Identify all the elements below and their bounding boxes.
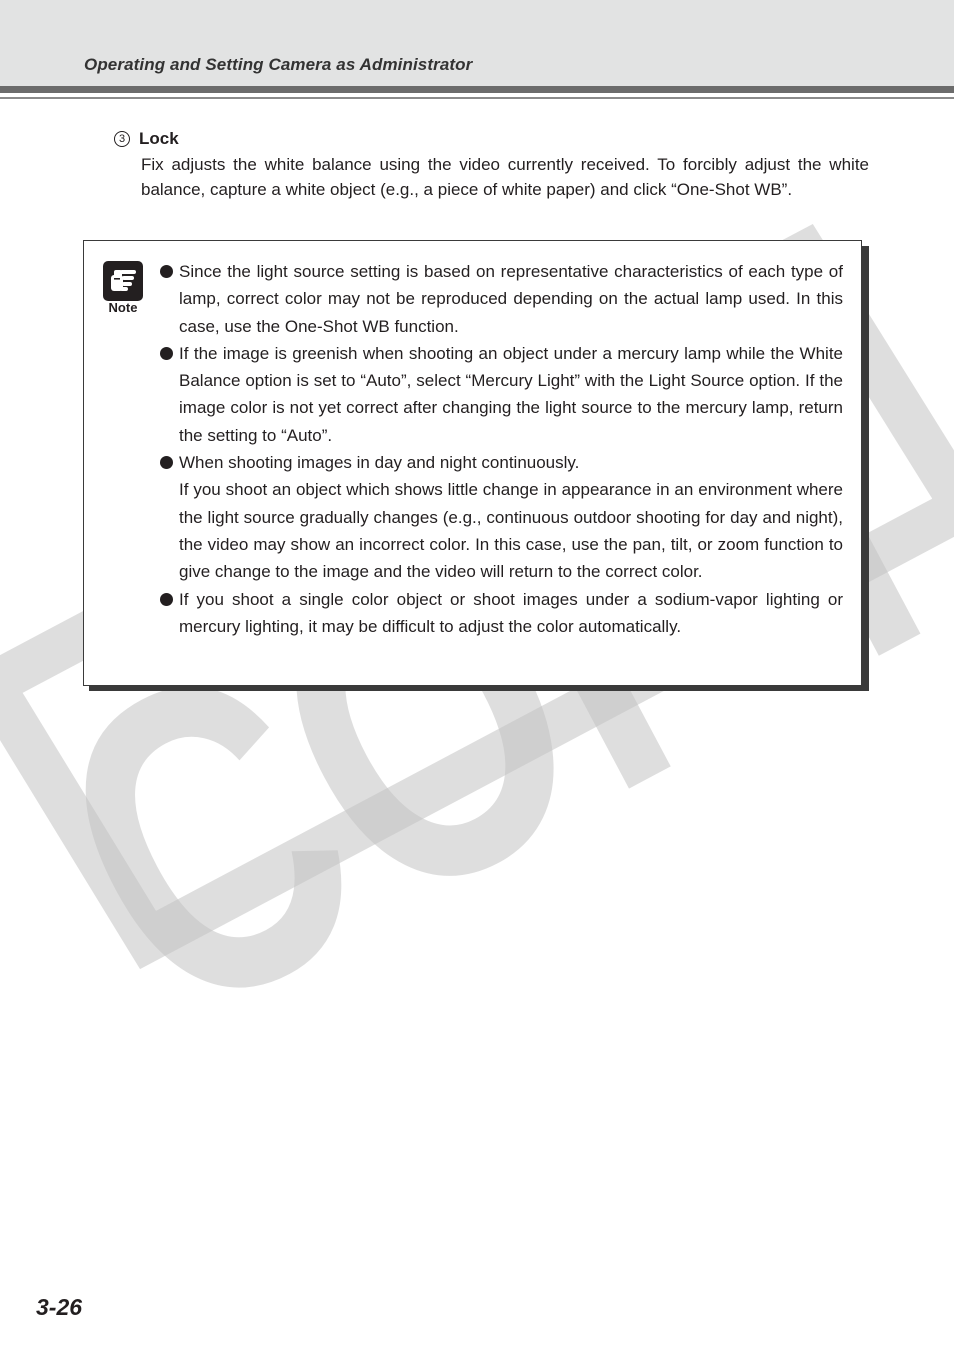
note-list <box>160 258 843 640</box>
running-header-title: Operating and Setting Camera as Administrator <box>84 55 473 74</box>
lock-section <box>114 128 874 202</box>
bullet-icon <box>160 347 173 360</box>
header-rule-thick <box>0 86 954 93</box>
circled-number: 3 <box>114 131 130 147</box>
bullet-icon <box>160 593 173 606</box>
note-item <box>160 449 843 585</box>
page-number: 3-26 <box>36 1294 83 1320</box>
section-heading <box>114 128 874 152</box>
section-body: Fix adjusts the white balance using the video currently received. To forcibly adjust the white balance, capture a white object (e.g., a piece of white paper) and click “One-Shot WB”. <box>141 155 869 199</box>
pointing-hand-icon <box>103 261 143 301</box>
note-item <box>160 586 843 641</box>
note-item-text: When shooting images in day and night continuously. <box>179 453 580 473</box>
note-label: Note <box>108 300 138 315</box>
note-item-detail: If you shoot an object which shows little change in appearance in an environment where the light source gradually changes (e.g., continuous outdoor shooting for day and night), the video may show an incorrect color. In this case, use the pan, tilt, or zoom function to give change to the image and the video will return to the correct color. <box>179 480 843 582</box>
note-item-text: Since the light source setting is based on representative characteristics of each type of lamp, correct color may not be reproduced depending on the actual lamp used. In this case, use the One-Shot WB function. <box>179 262 843 336</box>
bullet-icon <box>160 456 173 469</box>
note-item-text: If you shoot a single color object or shoot images under a sodium-vapor lighting or mercury lighting, it may be difficult to adjust the color automatically. <box>179 589 843 636</box>
bullet-icon <box>160 265 173 278</box>
section-heading-text: Lock <box>139 129 179 148</box>
header-rule-thin <box>0 97 954 99</box>
note-item-text: If the image is greenish when shooting an object under a mercury lamp while the White Balance option is set to “Auto”, select “Mercury Light” with the Light Source option. If the image color is not yet correct after changing the light source to the mercury lamp, return the setting to “Auto”. <box>179 343 843 445</box>
note-item <box>160 340 843 449</box>
note-item <box>160 258 843 340</box>
